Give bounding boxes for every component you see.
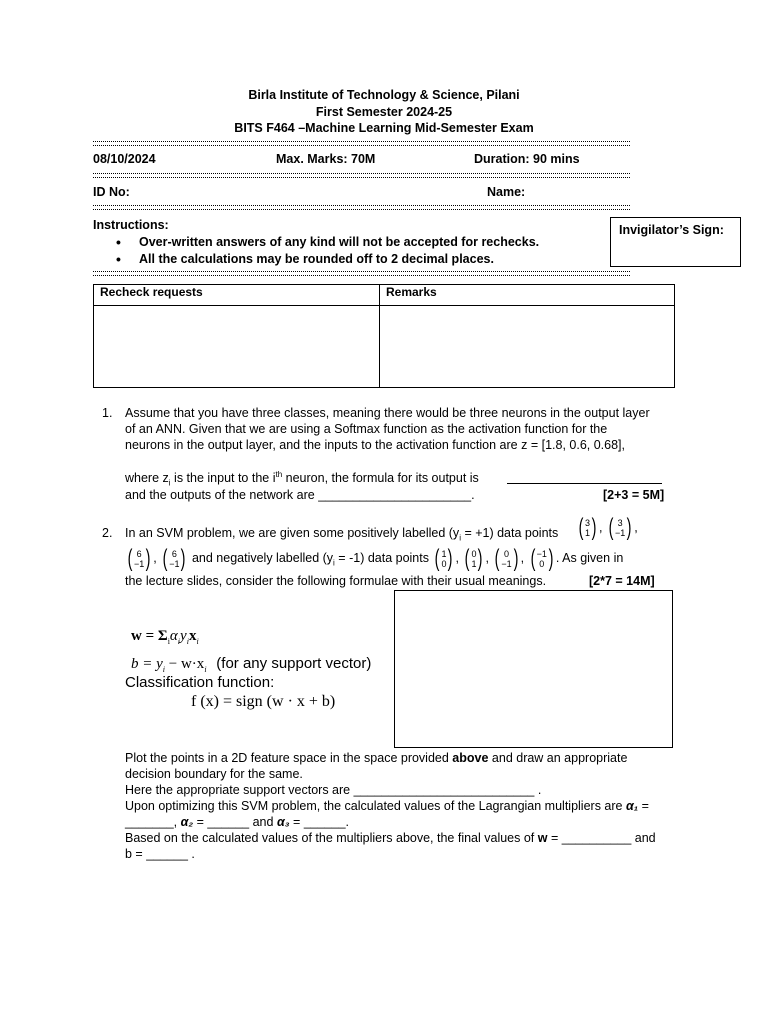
point-vector: ( 3 −1 ) bbox=[608, 514, 632, 541]
max-marks: Max. Marks: 70M bbox=[276, 152, 376, 166]
q2-paragraph: decision boundary for the same. bbox=[125, 767, 303, 781]
instruction-item: • All the calculations may be rounded off to 2 decimal places. bbox=[112, 251, 539, 268]
q2-marks: [2*7 = 14M] bbox=[589, 574, 655, 588]
q1-marks: [2+3 = 5M] bbox=[603, 488, 665, 502]
instructions-list bbox=[112, 234, 539, 268]
q2-paragraph: Upon optimizing this SVM problem, the calculated values of the Lagrangian multipliers are α₁ = bbox=[125, 799, 649, 813]
classification-label: Classification function: bbox=[125, 674, 275, 691]
q1-line: where $z_i$ is the input to the $i^{th}$ neuron, the formula for its output is bbox=[125, 470, 479, 488]
q2-line: the lecture slides, consider the following formulae with their usual meanings. bbox=[125, 574, 547, 588]
b-blank[interactable]: ______ bbox=[146, 847, 188, 861]
q1-number: 1. bbox=[102, 406, 113, 420]
remarks-header: Remarks bbox=[380, 285, 675, 306]
formula-b: $b = y_i - w\cdot x_i$ (for any support vector) bbox=[131, 655, 372, 674]
q1-line: of an ANN. Given that we are using a Softmax function as the activation function for the bbox=[125, 422, 608, 436]
divider bbox=[93, 141, 630, 146]
semester-title: First Semester 2024-25 bbox=[315, 105, 453, 119]
q2-number: 2. bbox=[102, 526, 113, 540]
softmax-formula-blank[interactable] bbox=[507, 471, 662, 484]
institute-name: Birla Institute of Technology & Science, Pilani bbox=[248, 88, 520, 102]
exam-date: 08/10/2024 bbox=[93, 152, 156, 166]
q1-line: Assume that you have three classes, meaning there would be three neurons in the output layer bbox=[125, 406, 650, 420]
recheck-table bbox=[93, 284, 675, 388]
duration: Duration: 90 mins bbox=[474, 152, 580, 166]
point-vector: ( 3 1 ) bbox=[578, 514, 597, 541]
divider bbox=[93, 205, 630, 210]
point-vector: ( −1 0 ) bbox=[530, 544, 554, 572]
point-vector: ( 1 0 ) bbox=[435, 544, 453, 572]
support-vectors-blank[interactable]: __________________________ bbox=[353, 783, 535, 797]
positive-points-row1: ( 3 1 ) , ( 3 −1 ) , bbox=[578, 514, 638, 541]
exam-title: BITS F464 –Machine Learning Mid-Semester Exam bbox=[234, 121, 534, 135]
alpha3-blank[interactable]: ______ bbox=[303, 815, 346, 829]
plot-area[interactable] bbox=[394, 590, 673, 748]
invigilator-sign-box bbox=[610, 217, 741, 267]
invigilator-label: Invigilator’s Sign: bbox=[619, 223, 724, 237]
q1-line: and the outputs of the network are ______________________. bbox=[125, 488, 475, 502]
id-label: ID No: bbox=[93, 185, 130, 199]
instruction-item: • Over-written answers of any kind will not be accepted for rechecks. bbox=[112, 234, 539, 251]
w-blank[interactable]: __________ bbox=[561, 831, 632, 845]
point-vector: ( 0 1 ) bbox=[465, 544, 483, 572]
q2-line: In an SVM problem, we are given some positively labelled $(y_i = +1)$ data points bbox=[125, 526, 559, 543]
classification-formula: f (x) = sign (w · x + b) bbox=[191, 693, 336, 710]
name-label: Name: bbox=[487, 185, 526, 199]
divider bbox=[93, 173, 630, 178]
point-vector: ( 6 −1 ) bbox=[162, 544, 186, 572]
q2-line: ( 6 −1 ) , ( 6 −1 ) and negatively labelled $(y_i = -1)$ data points ( 1 0 ) , ( 0 1 ) , ( 0 −1 ) , ( −1 0 ) . As given in bbox=[127, 544, 624, 572]
recheck-header: Recheck requests bbox=[94, 285, 380, 306]
point-vector: ( 0 −1 ) bbox=[495, 544, 519, 572]
q2-paragraph: Based on the calculated values of the multipliers above, the final values of w = __________ and bbox=[125, 831, 656, 845]
remarks-cell bbox=[380, 306, 675, 388]
q2-paragraph: b = ______ . bbox=[125, 847, 195, 861]
point-vector: ( 6 −1 ) bbox=[127, 544, 151, 572]
formula-w: $w = \Sigma_i\alpha_iy_ix_i$ bbox=[131, 628, 199, 646]
q2-paragraph: Here the appropriate support vectors are __________________________ . bbox=[125, 783, 542, 797]
divider bbox=[93, 271, 630, 276]
instructions-title: Instructions: bbox=[93, 218, 169, 232]
outputs-blank[interactable]: ______________________ bbox=[318, 488, 472, 502]
q2-paragraph: Plot the points in a 2D feature space in the space provided above and draw an appropriate bbox=[125, 751, 628, 765]
recheck-cell bbox=[94, 306, 380, 388]
q2-paragraph: _______, α₂ = ______ and α₃ = ______. bbox=[125, 815, 350, 829]
alpha1-blank[interactable]: _______ bbox=[125, 815, 174, 829]
q1-line: neurons in the output layer, and the inputs to the activation function are z = [1.8, 0.6, 0.68], bbox=[125, 438, 625, 452]
alpha2-blank[interactable]: ______ bbox=[207, 815, 250, 829]
